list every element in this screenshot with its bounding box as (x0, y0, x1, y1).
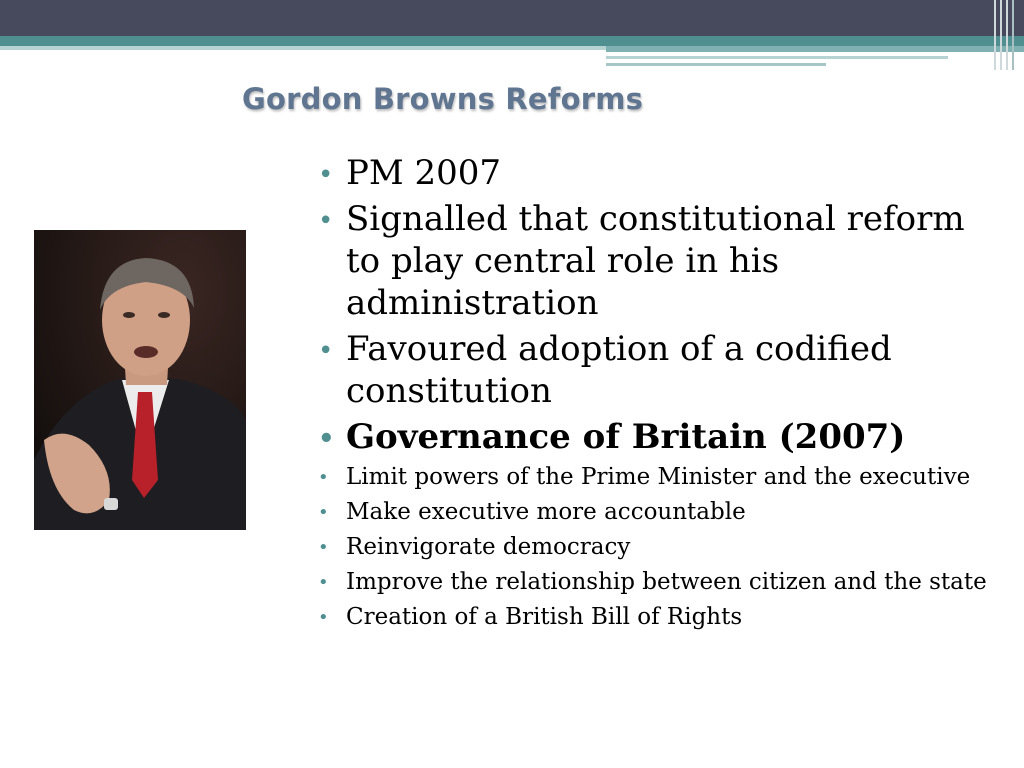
bullet-icon: • (318, 572, 329, 593)
bullet-icon: • (318, 336, 334, 366)
header-line (606, 56, 948, 59)
list-item (318, 602, 998, 632)
bullet-text: Reinvigorate democracy (346, 534, 631, 560)
list-item (318, 328, 998, 412)
slide-title: Gordon Browns Reforms (242, 82, 644, 116)
list-item (318, 416, 998, 458)
bullet-icon: • (318, 206, 334, 236)
bullet-text: Favoured adoption of a codified constitution (346, 329, 892, 411)
bullet-text: Creation of a British Bill of Rights (346, 604, 743, 630)
bullet-text: Limit powers of the Prime Minister and the executive (346, 464, 971, 490)
header-bar (0, 0, 1024, 36)
list-item (318, 198, 998, 324)
bullet-text: Improve the relationship between citizen and the state (346, 569, 987, 595)
bullet-text: Governance of Britain (2007) (346, 417, 906, 457)
bullet-text: Signalled that constitutional reform to play central role in his administration (346, 199, 965, 323)
list-item (318, 497, 998, 527)
header-line (606, 63, 826, 66)
header-stripes (990, 0, 1024, 70)
bullet-icon: • (318, 502, 329, 523)
header-accent-strip (0, 46, 610, 50)
list-item (318, 462, 998, 492)
bullet-icon: • (318, 537, 329, 558)
bullet-icon: • (318, 160, 334, 190)
list-item (318, 532, 998, 562)
bullet-icon: • (318, 467, 329, 488)
list-item (318, 567, 998, 597)
header-step-bar (606, 46, 1024, 52)
bullet-icon: • (318, 424, 335, 454)
bullet-text: Make executive more accountable (346, 499, 746, 525)
bullet-list (318, 152, 998, 637)
bullet-icon: • (318, 607, 329, 628)
list-item (318, 152, 998, 194)
header-accent-bar (0, 36, 1024, 46)
bullet-text: PM 2007 (346, 153, 502, 193)
portrait-photo (34, 230, 246, 530)
